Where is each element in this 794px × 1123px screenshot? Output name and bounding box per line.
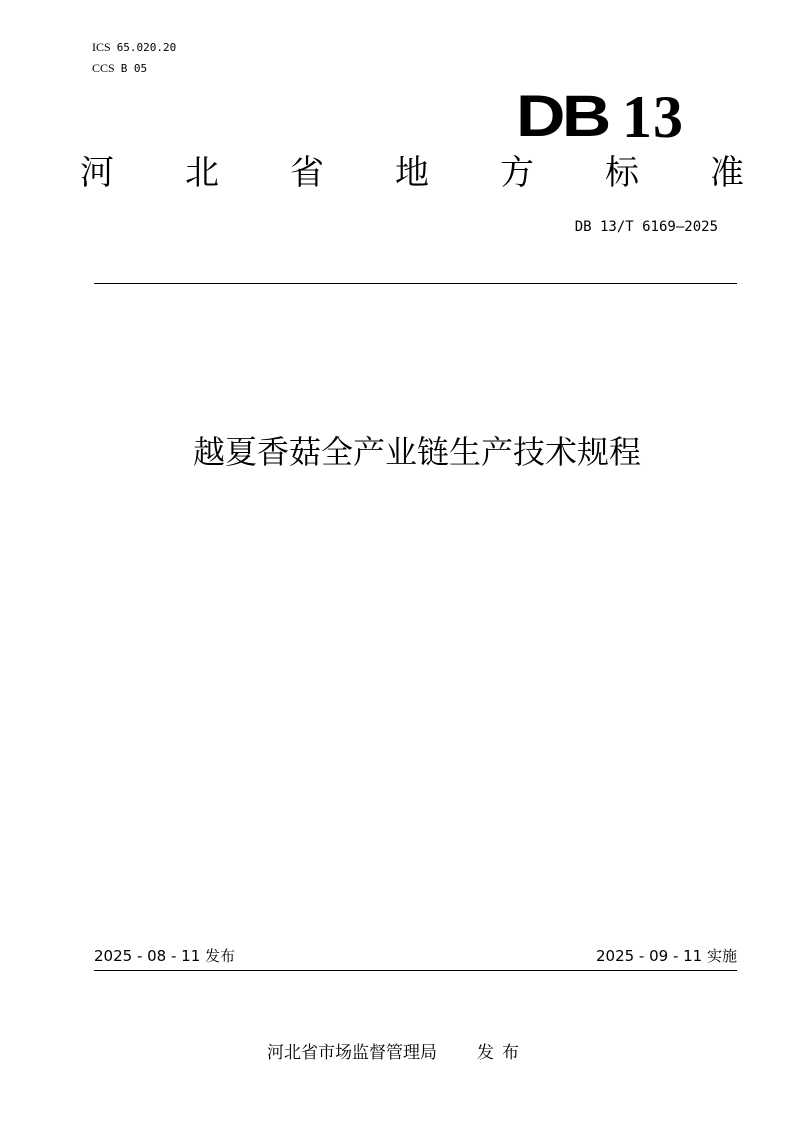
standard-type-char: 方 xyxy=(500,153,534,193)
standard-type-char: 标 xyxy=(605,153,639,193)
logo-number: 13 xyxy=(622,84,684,150)
ics-label: ICS xyxy=(92,40,111,54)
standard-type-title xyxy=(80,152,744,194)
db13-logo xyxy=(516,84,684,150)
ics-code: 65.020.20 xyxy=(116,41,177,54)
issuer-line xyxy=(0,1041,794,1065)
standard-type-char: 省 xyxy=(290,153,324,193)
standard-type-char: 地 xyxy=(395,153,429,193)
implement-date: 2025 - 09 - 11 实施 xyxy=(595,947,737,965)
ics-classification xyxy=(92,40,176,55)
standard-type-char: 河 xyxy=(80,153,114,193)
issuer-name: 河北省市场监督管理局 xyxy=(267,1043,437,1063)
ccs-classification xyxy=(92,61,147,76)
document-title: 越夏香菇全产业链生产技术规程 xyxy=(192,433,641,471)
issuer-action: 发布 xyxy=(477,1043,527,1063)
ccs-code: B 05 xyxy=(120,62,148,75)
footer-divider xyxy=(94,970,737,971)
header-divider xyxy=(94,283,737,284)
standard-type-char: 准 xyxy=(710,153,744,193)
standard-number: DB 13/T 6169—2025 xyxy=(574,219,718,235)
logo-prefix: DB xyxy=(516,84,608,149)
publish-date: 2025 - 08 - 11 发布 xyxy=(94,947,236,965)
ccs-label: CCS xyxy=(92,61,115,75)
standard-type-char: 北 xyxy=(185,153,219,193)
